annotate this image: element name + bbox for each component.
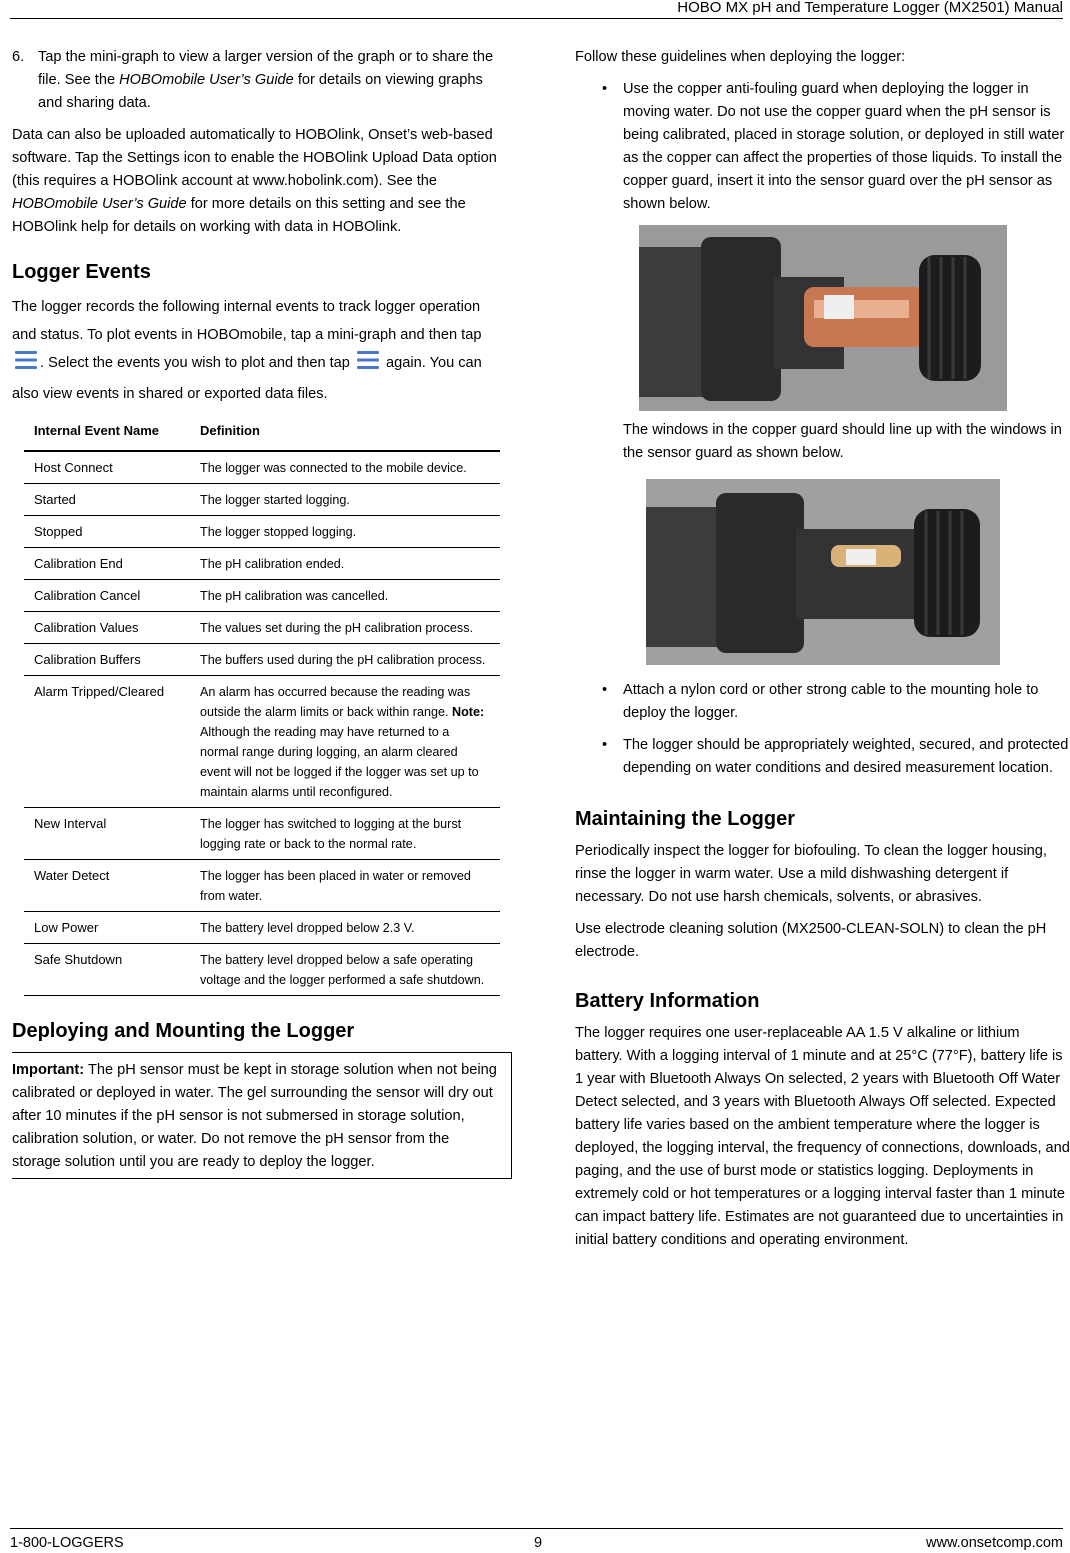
- right-column: [575, 46, 1070, 1261]
- event-name: New Interval: [24, 808, 190, 860]
- table-header-row: [24, 412, 500, 451]
- table-row: [24, 808, 500, 860]
- table-row: [24, 612, 500, 644]
- event-name: Host Connect: [24, 451, 190, 484]
- guidelines-list-2: [575, 679, 1070, 780]
- deploying-heading: Deploying and Mounting the Logger: [12, 1020, 355, 1042]
- guide-reference: HOBOmobile User’s Guide: [119, 72, 294, 88]
- event-definition: The battery level dropped below 2.3 V.: [190, 912, 500, 944]
- table-row: [24, 516, 500, 548]
- maintain-paragraph: Periodically inspect the logger for biofouling. To clean the logger housing, rinse the logger in warm water. Use a mild dishwashing detergent if necessary. Do not use harsh chemicals, solvents, or abrasives.: [575, 843, 1047, 905]
- table-row: [24, 944, 500, 996]
- step-number: 6.: [12, 49, 25, 65]
- bullet-icon: •: [602, 682, 608, 698]
- event-definition: The buffers used during the pH calibration process.: [190, 644, 500, 676]
- event-definition: The logger has switched to logging at the burst logging rate or back to the normal rate.: [190, 808, 500, 860]
- document-title: HOBO MX pH and Temperature Logger (MX2501) Manual: [677, 0, 1063, 16]
- event-name: Alarm Tripped/Cleared: [24, 676, 190, 808]
- guide-reference: HOBOmobile User’s Guide: [12, 196, 187, 212]
- upload-paragraph: [12, 124, 502, 239]
- page-footer: [10, 1528, 1063, 1553]
- table-row: [24, 451, 500, 484]
- events-table: [24, 412, 500, 996]
- page-number: 9: [534, 1535, 543, 1551]
- guard-caption: The windows in the copper guard should line up with the windows in the sensor guard as shown below.: [623, 422, 1062, 461]
- table-row: [24, 580, 500, 612]
- bullet-icon: •: [602, 737, 608, 753]
- table-row: [24, 644, 500, 676]
- bullet-text: Use the copper anti-fouling guard when deploying the logger in moving water. Do not use the copper guard when the pH sensor is being calibrated, placed in storage solution, or deployed in still water as the copper can affect the properties of those liquids. To install the copper guard, insert it into the sensor guard over the pH sensor as shown below.: [623, 81, 1065, 212]
- event-definition: The logger started logging.: [190, 484, 500, 516]
- table-row: [24, 484, 500, 516]
- event-definition: The logger was connected to the mobile device.: [190, 451, 500, 484]
- copper-guard-photo: [639, 225, 1007, 411]
- battery-paragraph: The logger requires one user-replaceable AA 1.5 V alkaline or lithium battery. With a logging interval of 1 minute and at 25°C (77°F), battery life is 1 year with Bluetooth Always On selected, 2 years with Bluetooth Off Water Detect selected, and 3 years with Bluetooth Always Off selected. Expected battery life varies based on the ambient temperature where the logger is deployed, the logging interval, the frequency of connections, downloads, and paging, and the use of burst mode or statistics logging. Deployments in extremely cold or hot temperatures or a logging interval faster than 1 minute can impact battery life. Estimates are not guaranteed due to uncertainties in initial battery conditions and operating environment.: [575, 1025, 1070, 1248]
- table-row: [24, 676, 500, 808]
- events-intro-text: . Select the events you wish to plot and then tap: [40, 355, 354, 371]
- event-definition: The battery level dropped below a safe operating voltage and the logger performed a safe shutdown.: [190, 944, 500, 996]
- important-label: Important:: [12, 1062, 85, 1078]
- events-intro: [12, 293, 502, 408]
- event-name: Calibration Values: [24, 612, 190, 644]
- page-header: [10, 0, 1063, 19]
- event-name: Calibration Cancel: [24, 580, 190, 612]
- guidelines-intro: Follow these guidelines when deploying the logger:: [575, 49, 906, 65]
- footer-phone: 1-800-LOGGERS: [10, 1535, 124, 1551]
- event-definition: [190, 676, 500, 808]
- battery-heading: Battery Information: [575, 990, 760, 1012]
- list-item: [575, 679, 1070, 725]
- table-row: [24, 548, 500, 580]
- event-name: Calibration Buffers: [24, 644, 190, 676]
- left-column: [12, 46, 502, 1179]
- footer-website[interactable]: www.onsetcomp.com: [926, 1535, 1063, 1551]
- logger-events-heading: Logger Events: [12, 261, 151, 283]
- maintain-paragraph-2: Use electrode cleaning solution (MX2500-CLEAN-SOLN) to clean the pH electrode.: [575, 921, 1047, 960]
- maintaining-heading: Maintaining the Logger: [575, 808, 795, 830]
- event-definition: The pH calibration ended.: [190, 548, 500, 580]
- important-text: The pH sensor must be kept in storage solution when not being calibrated or deployed in water. The gel surrounding the sensor will dry out after 10 minutes if the pH sensor is not submersed in storage solution, calibration solution, or water. Do not remove the pH sensor from the storage solution until you are ready to deploy the logger.: [12, 1062, 497, 1170]
- event-name: Water Detect: [24, 860, 190, 912]
- events-intro-text: The logger records the following internal events to track logger operation and status. To plot events in HOBOmobile, tap a mini-graph and then tap: [12, 299, 482, 343]
- event-name: Calibration End: [24, 548, 190, 580]
- event-definition: The logger stopped logging.: [190, 516, 500, 548]
- bullet-icon: •: [602, 81, 608, 97]
- column-header: Internal Event Name: [24, 412, 190, 451]
- events-intro-text: again. You can also view events in shared or exported data files.: [12, 355, 482, 402]
- table-row: [24, 912, 500, 944]
- table-row: [24, 860, 500, 912]
- menu-icon: [15, 350, 37, 380]
- column-header: Definition: [190, 412, 500, 451]
- event-name: Started: [24, 484, 190, 516]
- event-name: Stopped: [24, 516, 190, 548]
- upload-text-end: for more details on this setting and see the HOBOlink help for details on working with data in HOBOlink.: [12, 196, 466, 235]
- event-definition: The values set during the pH calibration process.: [190, 612, 500, 644]
- step-text: Tap the mini-graph to view a larger version of the graph or to share the file. See the: [38, 49, 494, 88]
- step-text-end: for details on viewing graphs and sharing data.: [38, 72, 483, 111]
- sensor-guard-photo: [646, 479, 1000, 665]
- list-item: [575, 734, 1070, 780]
- event-name: Low Power: [24, 912, 190, 944]
- step-6: [12, 46, 502, 115]
- guidelines-list: [575, 78, 1070, 216]
- event-definition: The pH calibration was cancelled.: [190, 580, 500, 612]
- bullet-text: The logger should be appropriately weighted, secured, and protected depending on water conditions and desired measurement location.: [623, 737, 1069, 776]
- menu-icon: [357, 350, 379, 380]
- list-item: [575, 78, 1070, 216]
- important-note: [12, 1052, 512, 1179]
- upload-text: Data can also be uploaded automatically to HOBOlink, Onset’s web-based software. Tap the Settings icon to enable the HOBOlink Upload Data option (this requires a HOBOlink account at www.hobolink.com). See the: [12, 127, 497, 189]
- note-label: Note:: [452, 705, 485, 719]
- bullet-text: Attach a nylon cord or other strong cable to the mounting hole to deploy the logger.: [623, 682, 1039, 721]
- event-name: Safe Shutdown: [24, 944, 190, 996]
- note-text: Although the reading may have returned to a normal range during logging, an alarm cleared event will not be logged if the logger was set up to maintain alarms until reconfigured.: [200, 725, 479, 799]
- event-definition: The logger has been placed in water or removed from water.: [190, 860, 500, 912]
- definition-text: An alarm has occurred because the reading was outside the alarm limits or back within range.: [200, 685, 471, 719]
